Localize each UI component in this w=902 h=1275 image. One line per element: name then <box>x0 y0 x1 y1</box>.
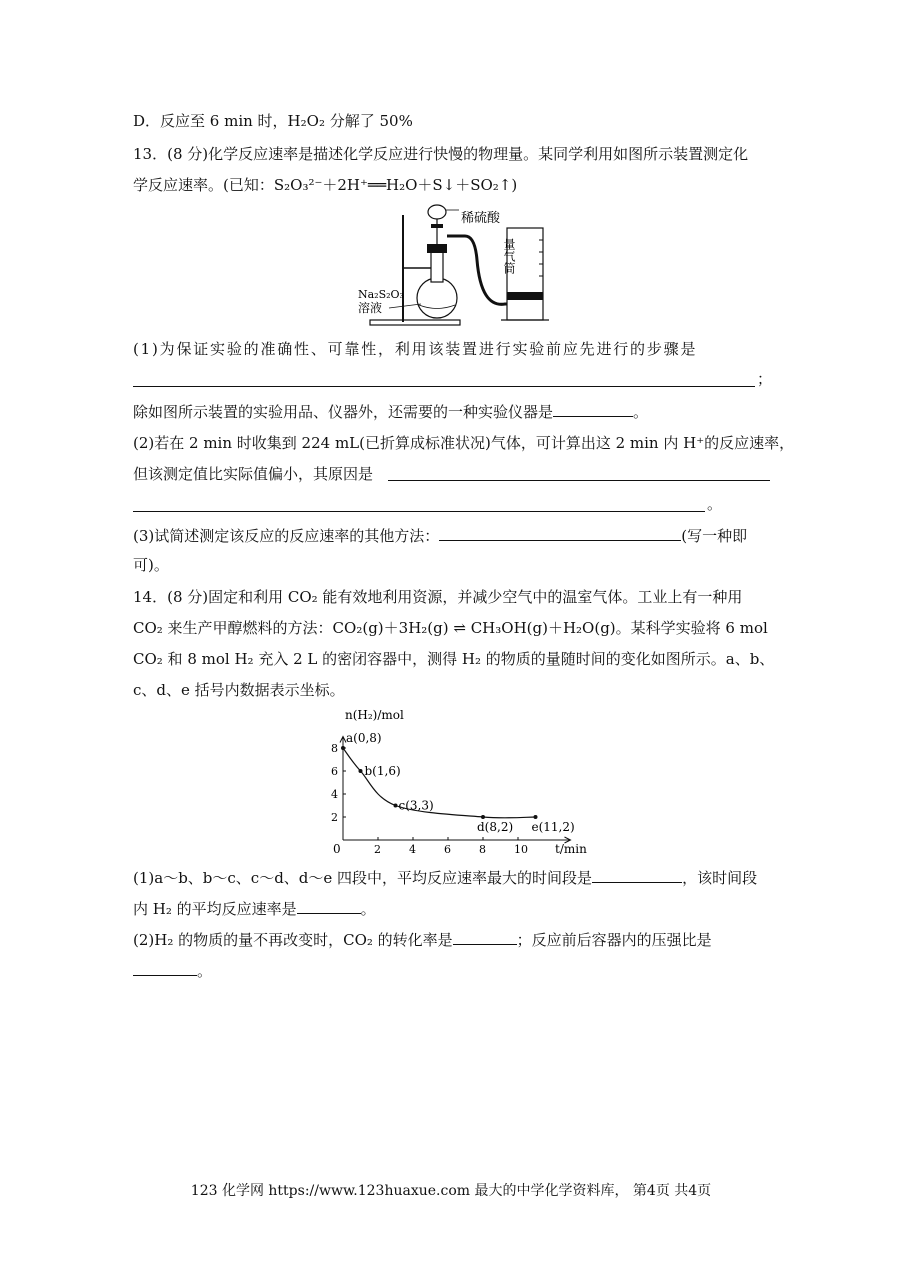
q14-p2-a-text: (2)H₂ 的物质的量不再改变时，CO₂ 的转化率是 <box>133 931 453 949</box>
q13-p3-a-post: (写一种即 <box>681 527 748 545</box>
y-tick-label: 4 <box>331 788 338 801</box>
answer-blank-method[interactable] <box>439 525 681 541</box>
y-tick-label: 2 <box>331 811 338 824</box>
data-point-b <box>359 769 363 773</box>
solution-label-1: Na₂S₂O₃ <box>358 288 404 301</box>
answer-line-1[interactable] <box>133 386 755 387</box>
q14-p1-b-post: 。 <box>360 900 376 918</box>
q14-p2-b <box>133 960 212 981</box>
x-tick-label: 2 <box>374 843 381 856</box>
q14-p1-a <box>133 867 757 888</box>
solution-label-2: 溶液 <box>358 301 383 315</box>
q13-p1-b-text: 除如图所示装置的实验用品、仪器外，还需要的一种实验仪器是 <box>133 403 554 421</box>
cylinder-label: 量气筒 <box>502 238 516 274</box>
y-tick-label: 8 <box>331 742 338 755</box>
answer-line-2a[interactable] <box>388 480 770 481</box>
data-point-a <box>341 746 345 750</box>
point-label-b: b(1,6) <box>364 764 401 778</box>
q14-p1-a-text: (1)a～b、b～c、c～d、d～e 四段中，平均反应速率最大的时间段是 <box>133 869 593 887</box>
q13-intro-line2: 学反应速率。(已知：S₂O₃²⁻＋2H⁺══H₂O＋S↓＋SO₂↑) <box>133 176 518 194</box>
q14-p1-b <box>133 898 376 919</box>
q13-p3-a-text: (3)试简述测定该反应的反应速率的其他方法： <box>133 527 440 545</box>
x-axis-label: t/min <box>555 842 587 856</box>
answer-blank-segment[interactable] <box>592 867 682 883</box>
data-point-e <box>534 815 538 819</box>
q13-p1-b-end: 。 <box>633 403 649 421</box>
option-d: D．反应至 6 min 时，H₂O₂ 分解了 50% <box>133 112 413 130</box>
h2-amount-chart <box>325 705 595 865</box>
data-point-d <box>481 815 485 819</box>
x-tick-label: 10 <box>514 843 528 856</box>
point-label-a: a(0,8) <box>346 731 382 745</box>
q14-p1-b-text: 内 H₂ 的平均反应速率是 <box>133 900 297 918</box>
apparatus-diagram <box>355 200 565 330</box>
page-footer: 123 化学网 https://www.123huaxue.com 最大的中学化学资料库， 第4页 共4页 <box>190 1183 712 1199</box>
funnel-label: 稀硫酸 <box>461 211 501 226</box>
q14-p1-a-post: ，该时间段 <box>682 869 758 887</box>
q13-p1-end: ； <box>757 370 773 388</box>
point-label-e: e(11,2) <box>531 820 575 834</box>
q14-p2-b-post: 。 <box>197 962 213 980</box>
answer-blank-pressure[interactable] <box>133 960 197 976</box>
q14-intro-line1: 14．(8 分)固定和利用 CO₂ 能有效地利用资源，并减少空气中的温室气体。工业上有一种用 <box>133 588 743 606</box>
q13-p1-text: (1)为保证实验的准确性、可靠性，利用该装置进行实验前应先进行的步骤是 <box>133 340 698 358</box>
q14-p2-a-mid: ；反应前后容器内的压强比是 <box>516 931 712 949</box>
h2-curve <box>343 748 536 818</box>
q14-p2-a <box>133 929 712 950</box>
answer-blank-instrument[interactable] <box>553 401 633 417</box>
origin-label: 0 <box>333 842 341 856</box>
answer-blank-rate[interactable] <box>297 898 361 914</box>
q13-p2-a: (2)若在 2 min 时收集到 224 mL(已折算成标准状况)气体，可计算出这 2 min 内 H⁺的反应速率， <box>133 434 795 452</box>
q13-p2-b: 但该测定值比实际值偏小，其原因是 <box>133 465 374 483</box>
point-label-c: c(3,3) <box>398 798 434 813</box>
x-tick-label: 6 <box>444 843 451 856</box>
point-label-d: d(8,2) <box>477 820 514 834</box>
q14-intro-line3: CO₂ 和 8 mol H₂ 充入 2 L 的密闭容器中，测得 H₂ 的物质的量随时间的变化如图所示。a、b、 <box>133 650 775 668</box>
q14-intro-line2: CO₂ 来生产甲醇燃料的方法：CO₂(g)＋3H₂(g) ⇌ CH₃OH(g)＋H₂O(g)。某科学实验将 6 mol <box>133 619 768 637</box>
answer-line-2b[interactable] <box>133 511 705 512</box>
q13-p1-b <box>133 401 648 422</box>
q14-intro-line4: c、d、e 括号内数据表示坐标。 <box>133 681 345 699</box>
q13-intro-line1: 13．(8 分)化学反应速率是描述化学反应进行快慢的物理量。某同学利用如图所示装置测定化 <box>133 145 749 163</box>
q13-p2-end: 。 <box>707 495 723 513</box>
q13-p3-a <box>133 525 747 546</box>
answer-blank-conversion[interactable] <box>453 929 517 945</box>
y-tick-label: 6 <box>331 765 338 778</box>
q13-p3-b: 可)。 <box>133 556 169 574</box>
x-tick-label: 4 <box>409 843 416 856</box>
y-axis-label: n(H₂)/mol <box>345 708 404 722</box>
x-tick-label: 8 <box>479 843 486 856</box>
data-point-c <box>394 804 398 808</box>
